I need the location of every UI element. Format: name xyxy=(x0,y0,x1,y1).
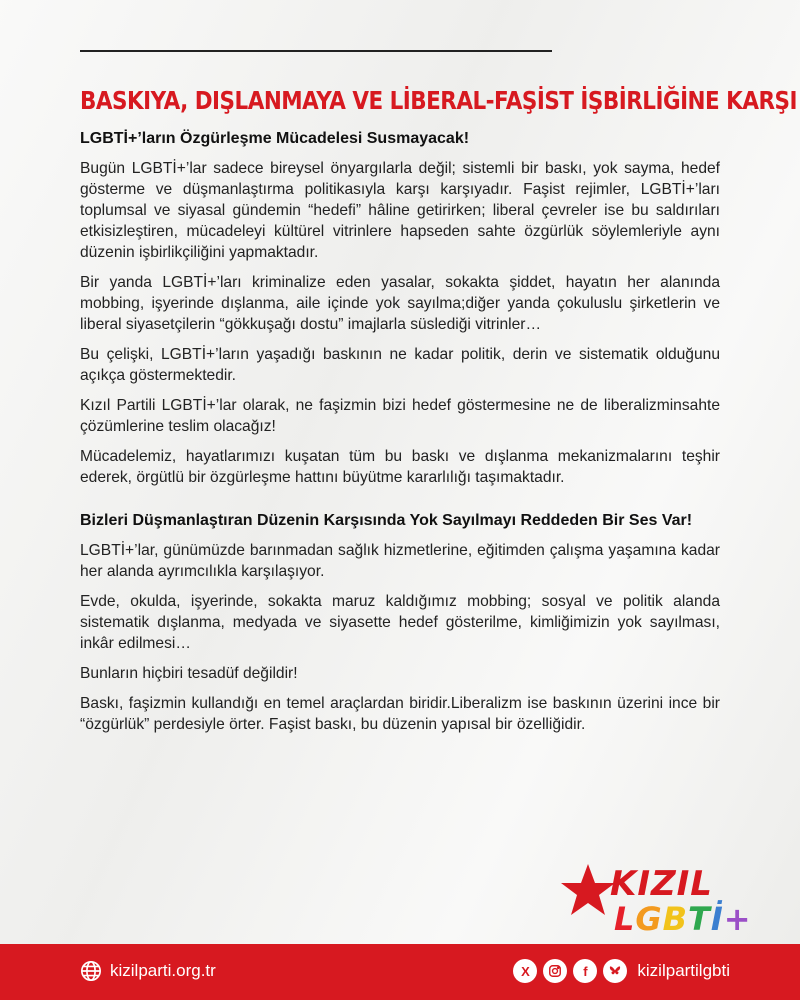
logo-letter: B xyxy=(662,900,689,938)
section1-subtitle: LGBTİ+’ların Özgürleşme Mücadelesi Susmayacak! xyxy=(80,130,470,147)
social-handle: kizilpartilgbti xyxy=(637,961,730,980)
page-title: BASKIYA, DIŞLANMAYA VE LİBERAL-FAŞİST İŞBİRLİĞİNE KARŞI xyxy=(80,86,797,115)
social-links xyxy=(513,959,730,983)
logo-word-kizil: KIZIL xyxy=(610,864,713,904)
section2-paragraph-2: Evde, okulda, işyerinde, sokakta maruz kaldığımız mobbing; sosyal ve politik alanda sistematik dışlanma, medyada ve siyasette hedef gösterilme, kimliğimizin yok sayılması, inkâr edilmesi… xyxy=(80,593,720,652)
logo-letter: T xyxy=(688,900,711,938)
kizil-lgbti-logo xyxy=(560,862,752,942)
website-link[interactable] xyxy=(80,960,216,982)
instagram-icon[interactable] xyxy=(543,959,567,983)
logo-letter: İ xyxy=(710,900,724,938)
top-divider xyxy=(80,50,552,52)
logo-word-lgbti xyxy=(614,900,752,938)
section1-paragraph-1: Bugün LGBTİ+’lar sadece bireysel önyargılarla değil; sistemli bir baskı, yok sayma, hedef gösterme ve düşmanlaştırma politikasıyla karşı karşıyadır. Faşist rejimler, LGBTİ+’ları toplumsal ve siyasal gündemin “hedefi” hâline getirirken; liberal çevreler ise bu saldırıları etkisizleştiren, mücadeleyi kültürel vitrinlere hapseden sahte özgürlük söylemleriyle aynı düzenin işbirlikçiliğini yapmaktadır. xyxy=(80,160,720,261)
section1-paragraph-2: Bir yanda LGBTİ+’ları kriminalize eden yasalar, sokakta şiddet, hayatın her alanında mobbing, işyerinde dışlanma, aile içinde yok sayılma;diğer yanda çokuluslu şirketlerin ve liberal siyasetçilerin “gökkuşağı dostu” imajlarla süslediği vitrinler… xyxy=(80,274,720,333)
website-text: kizilparti.org.tr xyxy=(110,961,216,980)
section2-paragraph-1: LGBTİ+’lar, günümüzde barınmadan sağlık hizmetlerine, eğitimden çalışma yaşamına kadar her alanda ayrımcılıkla karşılaşıyor. xyxy=(80,542,720,580)
logo-letter: L xyxy=(614,900,636,938)
section1-paragraph-4: Kızıl Partili LGBTİ+’lar olarak, ne faşizmin bizi hedef göstermesine ne de liberalizminsahte çözümlerine teslim olacağız! xyxy=(80,397,720,435)
x-icon[interactable] xyxy=(513,959,537,983)
globe-icon xyxy=(80,960,102,982)
logo-letter: + xyxy=(723,900,752,938)
section1-paragraph-5: Mücadelemiz, hayatlarımızı kuşatan tüm bu baskı ve dışlanma mekanizmalarını teşhir ederek, örgütlü bir özgürleşme hattını büyütme kararlılığı taşımaktadır. xyxy=(80,448,720,486)
section2-subtitle: Bizleri Düşmanlaştıran Düzenin Karşısında Yok Sayılmayı Reddeden Bir Ses Var! xyxy=(80,512,693,529)
red-star-icon xyxy=(560,862,616,918)
facebook-glyph: f xyxy=(583,963,588,979)
article-body xyxy=(80,128,720,744)
section2-paragraph-4: Baskı, faşizmin kullandığı en temel araçlardan biridir.Liberalizm ise baskının üzerini ince bir “özgürlük” perdesiyle örter. Faşist baskı, bu düzenin yapısal bir özelliğidir. xyxy=(80,695,720,733)
bluesky-icon[interactable] xyxy=(603,959,627,983)
x-glyph: X xyxy=(521,963,530,979)
footer-bar xyxy=(0,944,800,1000)
section1-paragraph-3: Bu çelişki, LGBTİ+’ların yaşadığı baskının ne kadar politik, derin ve sistematik olduğunu açıkça göstermektedir. xyxy=(80,346,720,384)
logo-letter: G xyxy=(635,900,663,938)
section2-paragraph-3: Bunların hiçbiri tesadüf değildir! xyxy=(80,665,298,682)
facebook-icon[interactable] xyxy=(573,959,597,983)
